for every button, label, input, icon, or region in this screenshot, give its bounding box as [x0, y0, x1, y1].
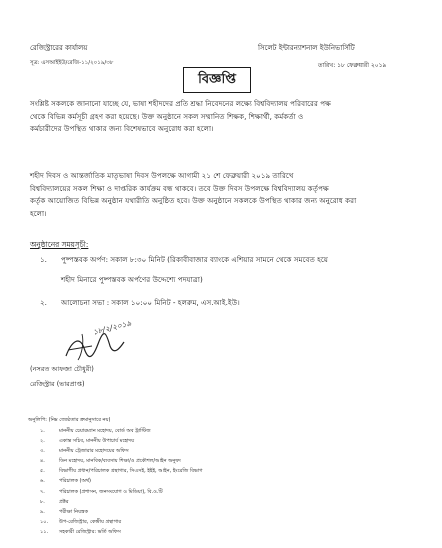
distribution-item [40, 518, 370, 528]
distribution-item-text: সহকারী রেজিস্ট্রার: ভর্তি অফিস [59, 528, 121, 535]
signatory-name: (নসরত আফজা চৌধুরী) [30, 365, 94, 373]
distribution-item [40, 477, 370, 487]
schedule-item-number: ১. [40, 255, 47, 264]
office-label: রেজিস্ট্রারের কার্যালয় [30, 44, 88, 52]
distribution-item-text: পরীক্ষা নিয়ন্ত্রক [59, 508, 88, 515]
distribution-item-number: ১. [40, 428, 45, 434]
distribution-item-number: ১১. [40, 528, 49, 535]
distribution-item-text: ডিন মহোদয়, মানবিক/ব্যবসায় শিক্ষা/ও প্রকৌশল/আইন অনুষদ [59, 458, 181, 465]
distribution-item-text: উপ-রেজিস্ট্রার, কেন্দ্রীয় গ্রন্থাগার [59, 518, 122, 525]
paragraph-1-line: কর্মচারীদের উপস্থিত থাকার জন্য বিশেষভাবে অনুরোধ করা হলো। [30, 124, 214, 133]
distribution-item-number: ৭. [40, 488, 45, 495]
paragraph-2-line: হলো। [30, 208, 47, 218]
distribution-item [40, 488, 370, 498]
distribution-item [40, 498, 370, 508]
paragraph-1 [30, 98, 415, 136]
schedule-heading: অনুষ্ঠানের সময়সূচী: [30, 240, 89, 249]
schedule-item-number: ২. [40, 298, 47, 307]
paragraph-2 [30, 170, 420, 220]
distribution-item-text: পরিচালক (অর্থ) [59, 478, 92, 485]
distribution-item [40, 447, 370, 457]
paragraph-2-line: কর্তৃক আয়োজিত বিভিন্ন অনুষ্ঠান যথারীতি অনুষ্ঠিত হবে। উক্ত অনুষ্ঠানে সকলকে উপস্থিত থাকার জন্য অনুরোধ করা [30, 196, 357, 205]
signatory-role: রেজিস্ট্রার (ভারপ্রাপ্ত) [30, 380, 85, 388]
distribution-item-number: ৪. [40, 458, 45, 465]
schedule-item-flowers-cont: শহীদ মিনারে পুষ্পস্তবক অর্পণের উদ্দেশ্যে পদযাত্রা) [61, 275, 203, 284]
distribution-item [40, 427, 370, 437]
distribution-item-number: ৮. [40, 498, 45, 505]
distribution-item [40, 467, 370, 477]
distribution-heading: অনুলিপি: (নিম্ন জ্যেষ্ঠতার ক্রমানুসারে নয়) [28, 417, 111, 423]
distribution-item-text: মাননীয় ট্রেজারার মহোদয়ের অফিস [59, 448, 129, 455]
distribution-item-text: পরিচালক (প্রশাসন, জনসংযোগ ও মিডিয়া), বি.ও.টি [59, 488, 163, 495]
distribution-item-number: ৬. [40, 478, 45, 485]
notice-title: বিজ্ঞপ্তি [183, 67, 251, 93]
distribution-item-number: ৯. [40, 508, 45, 515]
distribution-item-text: বিভাগীয় প্রধান/পরিচালক গ্রন্থাগার, সিএসই, ইইই, আইন, ইংরেজি বিভাগ [59, 468, 203, 475]
distribution-item-number: ১০. [40, 518, 49, 525]
paragraph-1-line: থেকে বিভিন্ন কর্মসূচী গ্রহণ করা হয়েছে। উক্ত অনুষ্ঠানে সকল সম্মানিত শিক্ষক, শিক্ষার্থী, কর্মকর্তা ও [30, 111, 304, 121]
distribution-item-number: ৫. [40, 468, 45, 475]
distribution-item [40, 437, 370, 447]
schedule-item-flowers: পুষ্পস্তবক অর্পণ: সকাল ৮:৩০ মিনিট (রিকাবীবাজার ব্যাংকে এশিয়ার সামনে থেকে সমবেত হয়ে [61, 255, 329, 264]
schedule-item-discussion: আলোচনা সভা : সকাল ১০:০০ মিনিট - হলরুম, এস.আই.ইউ। [61, 298, 240, 307]
distribution-list [40, 427, 370, 538]
distribution-item-text: প্রক্টর [59, 498, 69, 505]
university-name: সিলেট ইন্টারন্যাশনাল ইউনিভার্সিটি [258, 44, 355, 52]
distribution-item-number: ৩. [40, 448, 45, 455]
paragraph-2-line: শহীদ দিবস ও আন্তর্জাতিক মাতৃভাষা দিবস উপলক্ষে আগামী ২১ শে ফেব্রুয়ারী ২০১৯ তারিখে [30, 171, 294, 180]
distribution-item [40, 508, 370, 518]
distribution-item-text: একান্ত সচিব, মাননীয় উপাচার্য মহোদয় [59, 438, 135, 445]
memo-number: সূত্র: এসআইইউ/রেজি-১১/২০১৯/৩৮ [30, 60, 114, 66]
paragraph-2-line: বিশ্ববিদ্যালয়ের সকল শিক্ষা ও দাপ্তরিক কার্যক্রম বন্ধ থাকবে। তবে উক্ত দিবস উপলক্ষে বিশ্ববিদ্যালয় কর্তৃপক্ষ [30, 183, 329, 193]
paragraph-1-line: সংশ্লিষ্ট সকলকে জানানো যাচ্ছে যে, ভাষা শহীদদের প্রতি শ্রদ্ধা নিবেদনের লক্ষ্যে বিশ্ববিদ্যালয় পরিবারের পক্ষ [30, 99, 331, 108]
distribution-item [40, 528, 370, 538]
distribution-item-text: মাননীয় চেয়ারম্যান মহোদয়, বোর্ড অব ট্রাস্টিজ [59, 428, 151, 434]
distribution-item [40, 457, 370, 467]
signature-date: ১৮/২/২০১৯ [92, 318, 133, 337]
distribution-item-number: ২. [40, 438, 45, 445]
notice-date: তারিখ: ১৮ ফেব্রুয়ারী ২০১৯ [318, 62, 387, 69]
